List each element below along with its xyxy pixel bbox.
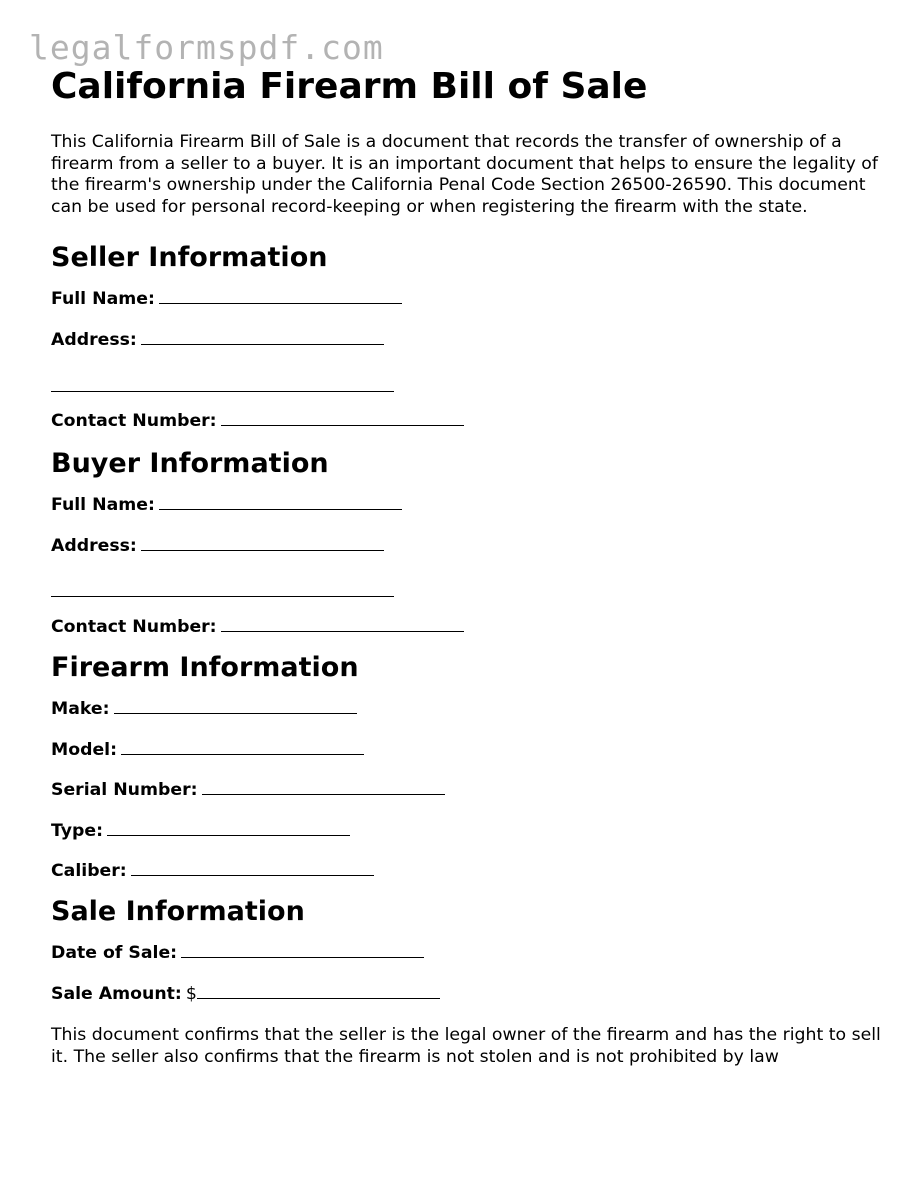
buyer-address-line-2 (51, 575, 881, 597)
seller-fields (51, 288, 881, 432)
buyer-full-name-field (51, 494, 881, 516)
firearm-model-label: Model: (51, 739, 117, 760)
seller-address-blank[interactable] (141, 329, 384, 345)
buyer-full-name-label: Full Name: (51, 495, 155, 516)
firearm-type-field (51, 820, 881, 842)
document-body (51, 62, 881, 1068)
sale-amount-field (51, 983, 881, 1005)
sale-amount-blank[interactable] (197, 983, 440, 999)
firearm-type-label: Type: (51, 820, 104, 841)
firearm-type-blank[interactable] (107, 820, 350, 836)
seller-contact-blank[interactable] (221, 410, 464, 426)
firearm-model-blank[interactable] (121, 739, 364, 755)
sale-date-field (51, 942, 881, 964)
seller-heading: Seller Information (51, 242, 328, 274)
buyer-address-label: Address: (51, 535, 137, 556)
buyer-heading: Buyer Information (51, 448, 329, 480)
firearm-serial-label: Serial Number: (51, 780, 198, 801)
firearm-serial-field (51, 779, 881, 801)
firearm-caliber-label: Caliber: (51, 861, 127, 882)
seller-address-label: Address: (51, 329, 137, 350)
seller-full-name-field (51, 288, 881, 310)
firearm-serial-blank[interactable] (202, 779, 445, 795)
buyer-address-blank[interactable] (141, 535, 384, 551)
seller-full-name-blank[interactable] (159, 288, 402, 304)
watermark: legalformspdf.com (29, 28, 384, 67)
firearm-model-field (51, 739, 881, 761)
seller-address-blank-2[interactable] (51, 370, 394, 392)
sale-fields (51, 942, 881, 1005)
firearm-make-field (51, 698, 881, 720)
firearm-fields (51, 698, 881, 882)
buyer-contact-field (51, 616, 881, 638)
firearm-caliber-blank[interactable] (131, 860, 374, 876)
sale-date-label: Date of Sale: (51, 943, 178, 964)
page-title: California Firearm Bill of Sale (51, 66, 648, 107)
currency-symbol: $ (185, 983, 197, 1004)
firearm-make-label: Make: (51, 698, 110, 719)
seller-full-name-label: Full Name: (51, 289, 155, 310)
firearm-heading: Firearm Information (51, 651, 359, 683)
seller-contact-field (51, 410, 881, 432)
buyer-contact-label: Contact Number: (51, 616, 217, 637)
seller-contact-label: Contact Number: (51, 411, 217, 432)
buyer-address-blank-2[interactable] (51, 575, 394, 597)
sale-heading: Sale Information (51, 896, 305, 928)
buyer-address-field (51, 535, 881, 557)
seller-address-field (51, 329, 881, 351)
sale-date-blank[interactable] (181, 942, 424, 958)
intro-paragraph: This California Firearm Bill of Sale is a document that records the transfer of ownership of a firearm from a seller to a buyer. It is an important document that helps to ensure the legality of the firearm's ownership under the California Penal Code Section 26500-26590. This document can be used for personal record-keeping or when registering the firearm with the state. (51, 132, 878, 217)
buyer-full-name-blank[interactable] (159, 494, 402, 510)
buyer-contact-blank[interactable] (221, 616, 464, 632)
sale-amount-label: Sale Amount: (51, 983, 182, 1004)
buyer-fields (51, 494, 881, 638)
seller-address-line-2 (51, 370, 881, 392)
firearm-caliber-field (51, 860, 881, 882)
closing-paragraph: This document confirms that the seller is the legal owner of the firearm and has the right to sell it. The seller also confirms that the firearm is not stolen and is not prohibited by law (51, 1024, 881, 1067)
firearm-make-blank[interactable] (114, 698, 357, 714)
